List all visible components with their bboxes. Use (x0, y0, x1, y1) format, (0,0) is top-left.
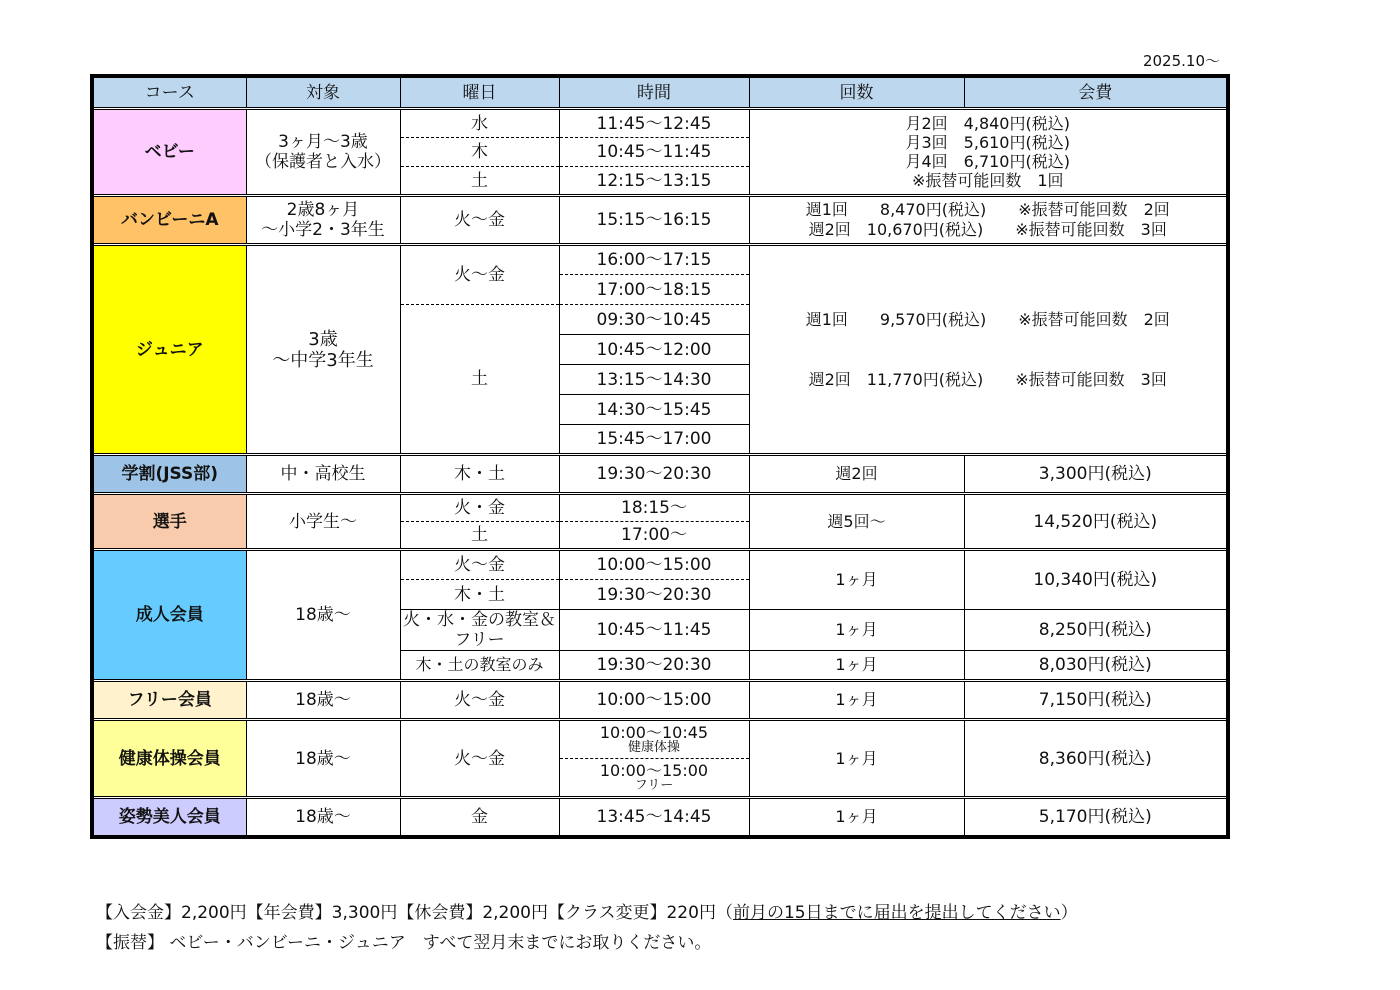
time-line: 10:00～15:00 (599, 761, 709, 780)
time-cell: 11:45～12:45 (559, 109, 749, 138)
time-cell: 19:30～20:30 (559, 651, 749, 681)
time-cell: 13:15～14:30 (559, 365, 749, 395)
header-count: 回数 (749, 76, 964, 109)
target-cell: 18歳～ (246, 681, 400, 720)
fee-cell: 8,250円(税込) (964, 610, 1228, 651)
course-baby: ベビー (92, 109, 246, 196)
header-course: コース (92, 76, 246, 109)
footer-underlined-text: 前月の15日までに届出を提出してください (732, 903, 1061, 923)
course-health: 健康体操会員 (92, 720, 246, 798)
time-cell: 14:30～15:45 (559, 395, 749, 425)
table-row (92, 245, 1228, 275)
fee-cell: 10,340円(税込) (964, 550, 1228, 610)
count-cell: 1ヶ月 (749, 681, 964, 720)
fee-cell: 8,360円(税込) (964, 720, 1228, 798)
day-cell: 火～金 (400, 245, 559, 305)
target-cell: 18歳～ (246, 550, 400, 681)
time-cell: 10:00～15:00 (559, 550, 749, 580)
day-cell: 火・金 (400, 494, 559, 522)
target-junior (246, 245, 400, 455)
header-day: 曜日 (400, 76, 559, 109)
fee-cell: 5,170円(税込) (964, 798, 1228, 837)
target-cell: 18歳～ (246, 798, 400, 837)
day-cell: 木・土の教室のみ (400, 651, 559, 681)
day-cell: 火～金 (400, 681, 559, 720)
table-row (92, 455, 1228, 494)
table-row (92, 196, 1228, 245)
target-baby (246, 109, 400, 196)
count-cell: 1ヶ月 (749, 720, 964, 798)
day-cell: 火・水・金の教室＆フリー (400, 610, 559, 651)
target-line: 3歳 (308, 328, 338, 350)
day-cell: 木・土 (400, 580, 559, 610)
fee-table (90, 74, 1230, 839)
day-cell: 火～金 (400, 720, 559, 798)
time-cell: 17:00～18:15 (559, 275, 749, 305)
time-cell: 19:30～20:30 (559, 455, 749, 494)
fee-line: 週1回 8,470円(税込) ※振替可能回数 2回 (805, 200, 1170, 219)
target-line: 2歳8ヶ月 (286, 200, 360, 220)
fee-bambini (749, 196, 1228, 245)
day-cell: 木 (400, 138, 559, 167)
day-cell: 木・土 (400, 455, 559, 494)
count-cell: 1ヶ月 (749, 610, 964, 651)
count-cell: 1ヶ月 (749, 798, 964, 837)
fee-line: 週2回 11,770円(税込) ※振替可能回数 3回 (808, 369, 1167, 389)
header-fee: 会費 (964, 76, 1228, 109)
time-cell (559, 720, 749, 759)
table-header-row (92, 76, 1228, 109)
time-cell: 13:45～14:45 (559, 798, 749, 837)
time-cell (559, 759, 749, 798)
time-cell: 10:45～11:45 (559, 610, 749, 651)
target-line: ～小学2・3年生 (261, 220, 385, 240)
table-row (92, 798, 1228, 837)
fee-line: 週2回 10,670円(税込) ※振替可能回数 3回 (808, 220, 1167, 239)
time-cell: 19:30～20:30 (559, 580, 749, 610)
footer-text: 【入会金】2,200円【年会費】3,300円【休会費】2,200円【クラス変更】220円（ (96, 903, 733, 923)
course-junior: ジュニア (92, 245, 246, 455)
course-free: フリー会員 (92, 681, 246, 720)
time-cell: 15:45～17:00 (559, 425, 749, 455)
effective-date: 2025.10～ (1142, 52, 1220, 70)
time-cell: 16:00～17:15 (559, 245, 749, 275)
target-line: ～中学3年生 (272, 349, 374, 371)
table-row (92, 681, 1228, 720)
course-bambini: バンビーニA (92, 196, 246, 245)
footer-fees-note (96, 898, 1078, 923)
course-posture: 姿勢美人会員 (92, 798, 246, 837)
day-cell: 金 (400, 798, 559, 837)
day-cell: 火～金 (400, 196, 559, 245)
day-cell: 水 (400, 109, 559, 138)
target-line: 3ヶ月～3歳 (278, 132, 368, 152)
header-time: 時間 (559, 76, 749, 109)
time-cell: 10:00～15:00 (559, 681, 749, 720)
target-cell: 中・高校生 (246, 455, 400, 494)
fee-line: 月3回 5,610円(税込) (905, 133, 1070, 152)
target-bambini (246, 196, 400, 245)
table-row (92, 550, 1228, 580)
day-cell: 火～金 (400, 550, 559, 580)
course-athlete: 選手 (92, 494, 246, 550)
course-adult: 成人会員 (92, 550, 246, 681)
time-cell: 10:45～12:00 (559, 335, 749, 365)
table-row (92, 494, 1228, 522)
table-row (92, 109, 1228, 138)
time-cell: 12:15～13:15 (559, 167, 749, 196)
time-line: 10:00～10:45 (599, 723, 709, 742)
fee-line: 月4回 6,710円(税込) (905, 152, 1070, 171)
fee-junior (749, 245, 1228, 455)
fee-line: 週1回 9,570円(税込) ※振替可能回数 2回 (805, 309, 1170, 329)
table-row (92, 720, 1228, 759)
time-cell: 18:15～ (559, 494, 749, 522)
time-cell: 10:45～11:45 (559, 138, 749, 167)
target-cell: 18歳～ (246, 720, 400, 798)
footer-transfer-note: 【振替】 ベビー・バンビーニ・ジュニア すべて翌月末までにお取りください。 (96, 933, 712, 953)
target-line: （保護者と入水） (255, 152, 391, 172)
fee-line: 月2回 4,840円(税込) (905, 114, 1070, 133)
fee-line: ※振替可能回数 1回 (911, 171, 1064, 190)
day-cell: 土 (400, 167, 559, 196)
day-cell: 土 (400, 522, 559, 550)
time-sub: フリー (634, 778, 674, 793)
header-target: 対象 (246, 76, 400, 109)
footer-text: ） (1060, 903, 1078, 923)
time-cell: 15:15～16:15 (559, 196, 749, 245)
time-sub: 健康体操 (627, 740, 680, 755)
fee-baby (749, 109, 1228, 196)
target-cell: 小学生～ (246, 494, 400, 550)
fee-cell: 14,520円(税込) (964, 494, 1228, 550)
count-cell: 1ヶ月 (749, 651, 964, 681)
fee-cell: 8,030円(税込) (964, 651, 1228, 681)
day-cell: 土 (400, 305, 559, 455)
count-cell: 週5回～ (749, 494, 964, 550)
course-student: 学割(JSS部) (92, 455, 246, 494)
time-cell: 17:00～ (559, 522, 749, 550)
fee-cell: 7,150円(税込) (964, 681, 1228, 720)
time-cell: 09:30～10:45 (559, 305, 749, 335)
count-cell: 1ヶ月 (749, 550, 964, 610)
fee-cell: 3,300円(税込) (964, 455, 1228, 494)
count-cell: 週2回 (749, 455, 964, 494)
